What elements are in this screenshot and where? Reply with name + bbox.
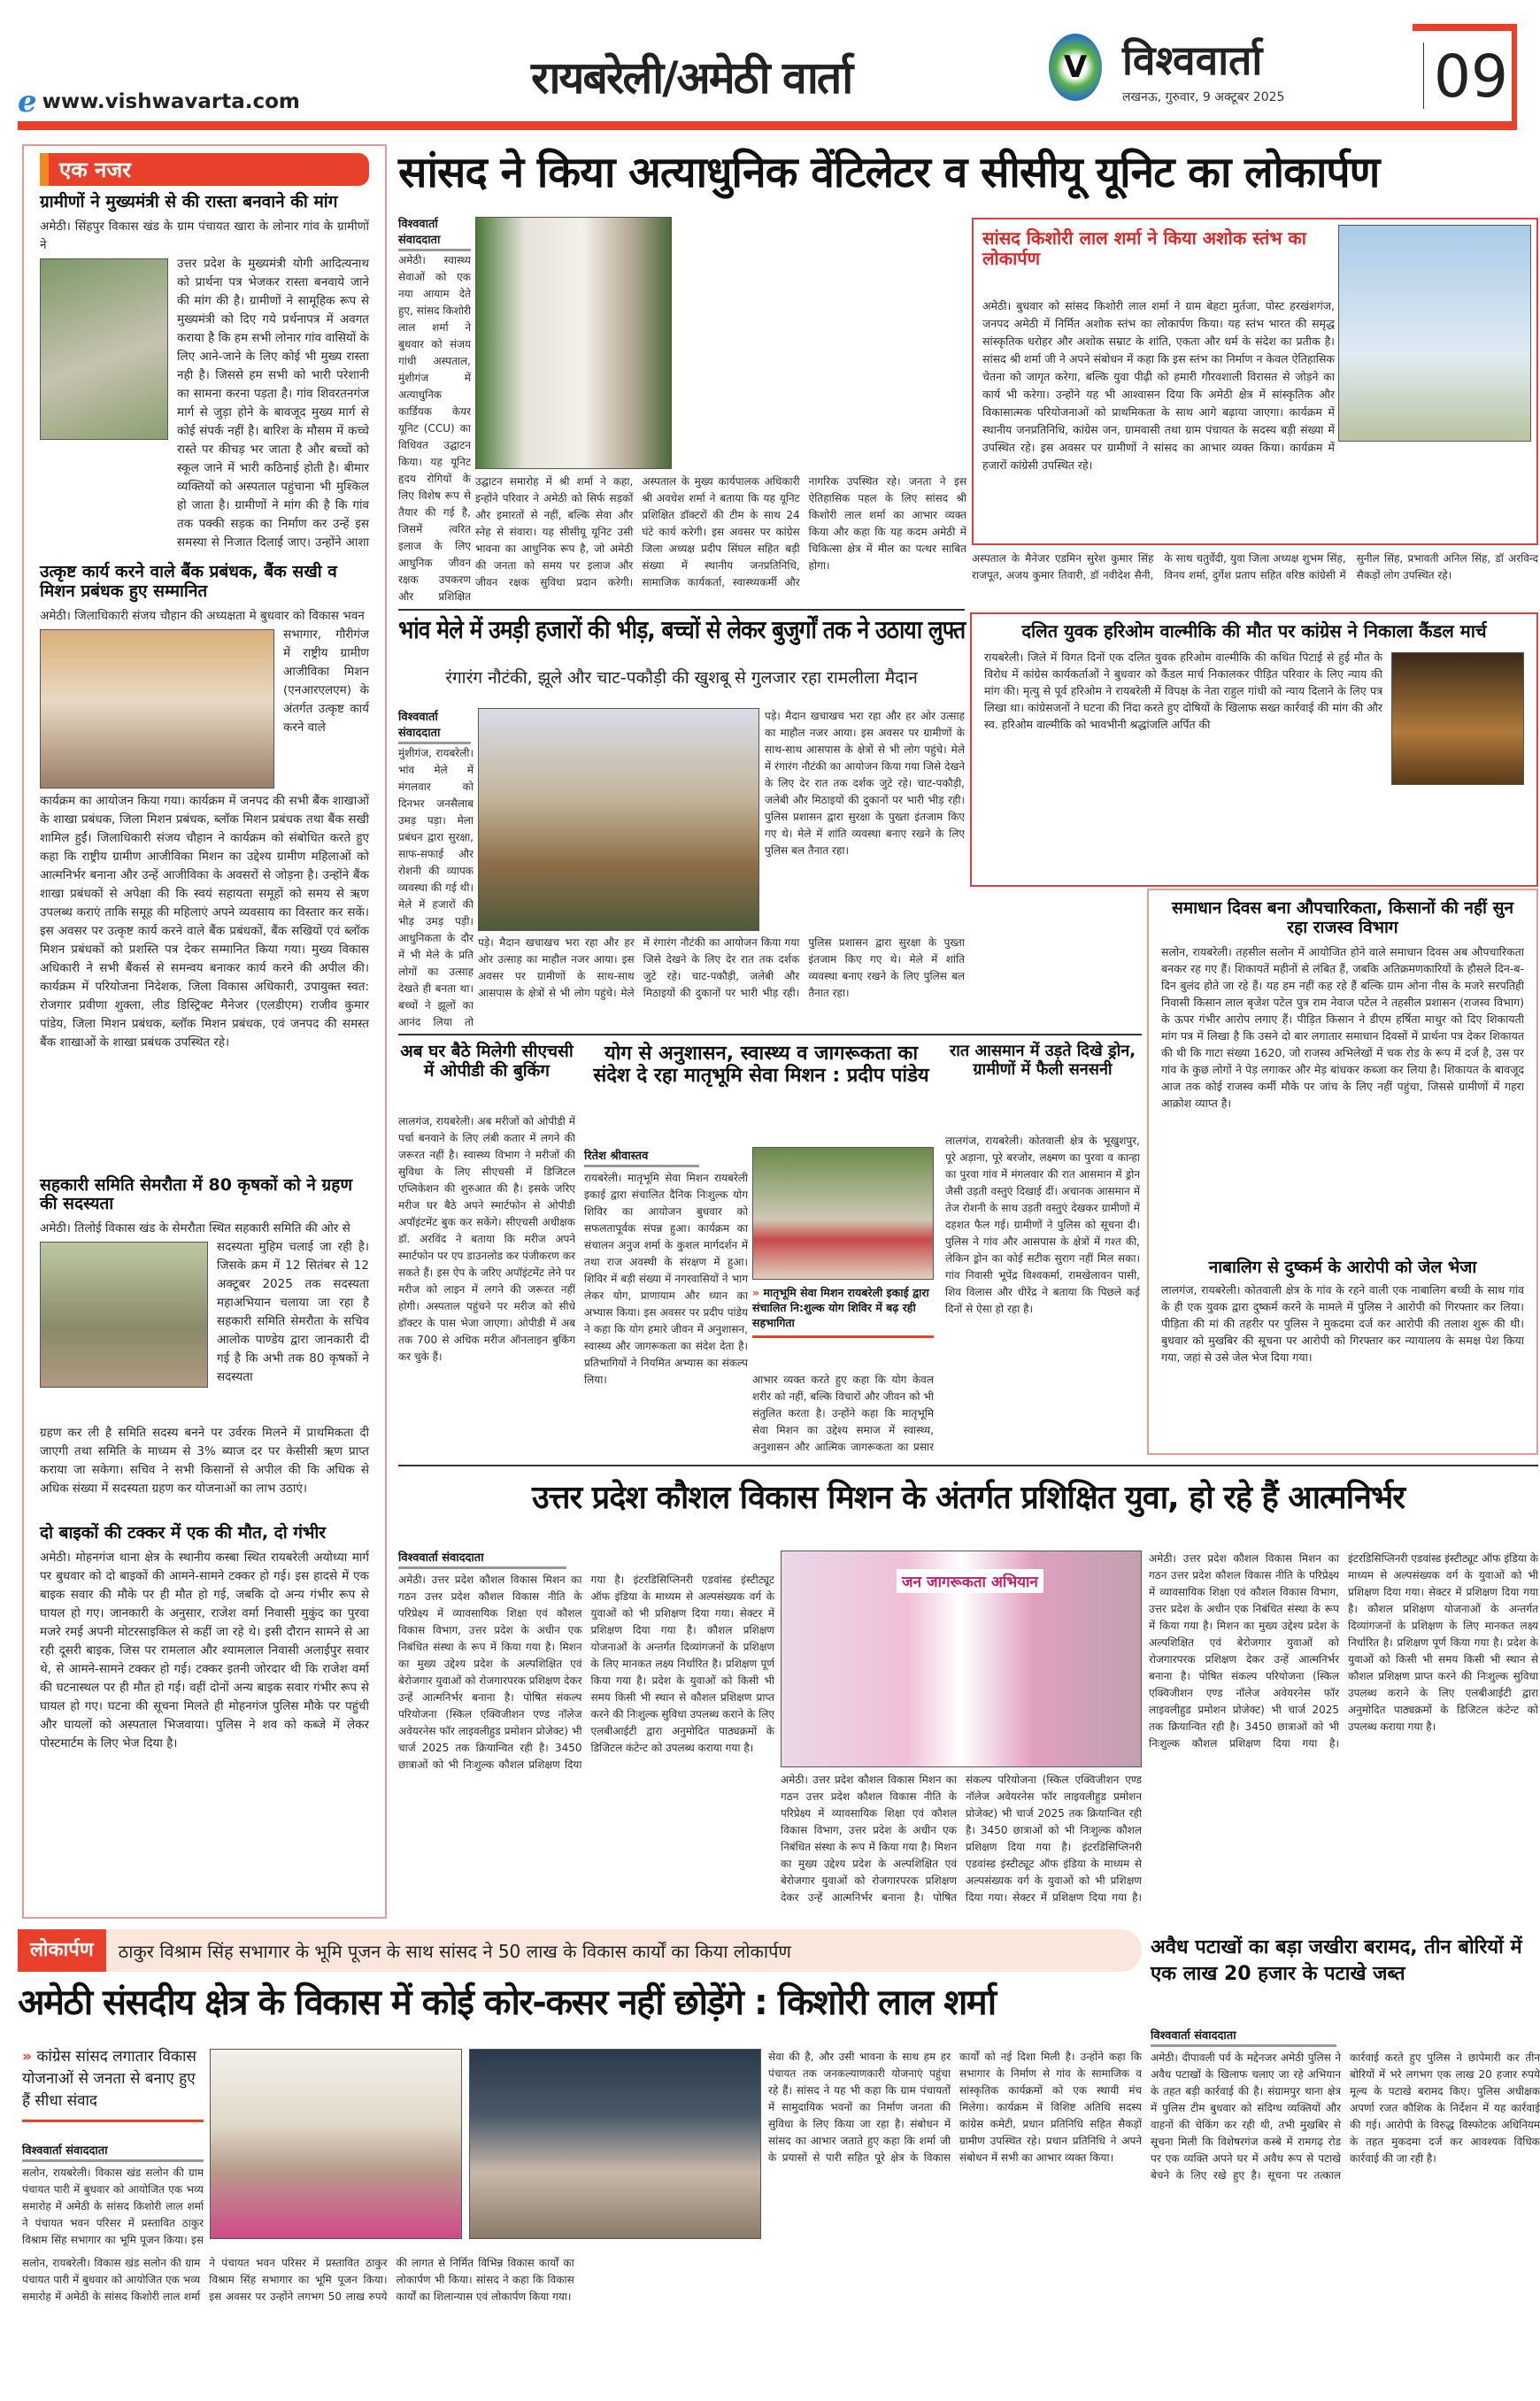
website-link[interactable]: e www.vishwavarta.com	[18, 84, 300, 119]
mela-byline-wrap	[398, 708, 471, 748]
browser-e-icon: e	[18, 84, 37, 119]
bank-award-photo	[40, 629, 274, 789]
brand-name: विश्ववार्ता	[1122, 36, 1263, 84]
bottom-body-cont: सलोन, रायबरेली। विकास खंड सलोन की ग्राम पंचायत पारी में बुधवार को आयोजित एक भव्य समारोह में अमेठी के सांसद किशोरी लाल शर्मा ने पंचायत भवन परिसर में प्रस्तावित ठाकुर विश्राम सिंह सभागार का भूमि पूजन किया। इस अवसर पर उन्होंने लगभग 50 लाख रुपये की लागत से निर्मित विभिन्न विकास कार्यों का लोकार्पण भी किया। सांसद ने कहा कि विकास कार्यों का शिलान्यास एवं लोकार्पण किया गया।	[22, 2257, 574, 2303]
byline: विश्ववार्ता संवाददाता	[1151, 2027, 1336, 2047]
kaushal-headline: उत्तर प्रदेश कौशल विकास मिशन के अंतर्गत प्रशिक्षित युवा, हो रहे हैं आत्मनिर्भर	[531, 1480, 1405, 1516]
byline: रितेश श्रीवास्तव	[584, 1147, 699, 1167]
box-headline: नाबालिग से दुष्कर्म के आरोपी को जेल भेजा	[1208, 1257, 1477, 1277]
box-headline: दलित युवक हरिओम वाल्मीकि की मौत पर कांग्रेस ने निकाला कैंडल मार्च	[1021, 620, 1487, 642]
header-red-bar	[18, 121, 1517, 130]
kaushal-col-left: अमेठी। उत्तर प्रदेश कौशल विकास मिशन का गठन उत्तर प्रदेश कौशल विकास नीति के परिप्रेक्ष्य में व्यावसायिक शिक्षा एवं कौशल विकास विभाग, उत्तर प्रदेश के अधीन एक निबंधित संस्था के रूप में किया गया है। मिशन का मुख्य उद्देश्य प्रदेश के अल्पशिक्षित एवं बेरोजगार युवाओं को रोजगारपरक प्रशिक्षण देकर उन्हें आत्मनिर्भर बनाना है। पोषित संकल्प परियोजना (स्किल एक्विजीशन एण्ड नॉलेज अवेयरनेस फॉर लाइवलीहुड प्रमोशन प्रोजेक्ट) भी चार्ज 2025 तक क्रियान्वित रही है। 3450 छात्राओं को भी निःशुल्क कौशल प्रशिक्षण दिया गया है। इंटरडिसिप्लिनरी एडवांस्ड इंस्टीट्यूट ऑफ इंडिया के माध्यम से अल्पसंख्यक वर्ग के युवाओं को भी प्रशिक्षण दिया गया। सेक्टर में प्रशिक्षण दिया गया है। कौशल प्रशिक्षण योजनाओं के अन्तर्गत दिव्यांगजनों के प्रशिक्षण के लिए मानकत लक्ष्य निर्धारित है। प्रशिक्षण पूर्ण किया गया है। प्रदेश के युवाओं को किसी भी समय किसी भी स्थान से कौशल प्रशिक्षण प्राप्त करने की निःशुल्क सुविधा उपलब्ध कराने के लिए एलबीआईटी द्वारा अनुमोदित पाठ्यक्रमों के डिजिटल कंटेन्ट को उपलब्ध कराया गया है।	[398, 1574, 774, 1771]
dateline: लखनऊ, गुरुवार, 9 अक्टूबर 2025	[1122, 90, 1285, 104]
ashok-stambh-photo	[1338, 225, 1531, 442]
lead-story-col1	[398, 215, 471, 255]
yoga-headline: योग से अनुशासन, स्वास्थ्य व जागरूकता का संदेश दे रहा मातृभूमि सेवा मिशन : प्रदीप पांडेय	[593, 1043, 929, 1088]
chevron-icon: »	[22, 2048, 32, 2066]
lead-story-col1-text: अमेठी। स्वास्थ्य सेवाओं को एक नया आयाम देते हुए, सांसद किशोरी लाल शर्मा ने बुधवार को संजय गांधी अस्पताल, मुंशीगंज में अत्याधुनिक कार्डियक केयर यूनिट (CCU) का विधिवत उद्घाटन किया। यह यूनिट हृदय रोगियों के लिए विशेष रूप से तैयार की गई है, जिसमें त्वरित इलाज के लिए आधुनिक जीवन रक्षक उपकरण और प्रशिक्षित	[398, 254, 471, 602]
box-headline: समाधान दिवस बना औपचारिकता, किसानों की नहीं सुन रहा राजस्व विभाग	[1172, 898, 1513, 937]
story-lead: अमेठी। तिलोई विकास खंड के सेमरौता स्थित सहकारी समिति की ओर से	[40, 1221, 350, 1236]
story-side: सदस्यता मुहिम चलाई जा रही है। जिसके क्रम में 12 सितंबर से 12 अक्टूबर 2025 तक सदस्यता महाअभियान चलाया जा रहा है सहकारी समिति सेमरौता के सचिव आलोक पाण्डेय द्वारा जानकारी दी गई है कि अभी तक 80 कृषकों ने सदस्यता	[217, 1240, 369, 1385]
divider	[398, 609, 965, 611]
lead-headline: सांसद ने किया अत्याधुनिक वेंटिलेटर व सीसीयू यूनिट का लोकार्पण	[398, 148, 1380, 197]
samadhan-box	[1147, 889, 1538, 1455]
ek-nazar-label: एक नजर	[40, 153, 369, 186]
kaushal-col-right: अमेठी। उत्तर प्रदेश कौशल विकास मिशन का गठन उत्तर प्रदेश कौशल विकास नीति के परिप्रेक्ष्य में व्यावसायिक शिक्षा एवं कौशल विकास विभाग, उत्तर प्रदेश के अधीन एक निबंधित संस्था के रूप में किया गया है। मिशन का मुख्य उद्देश्य प्रदेश के अल्पशिक्षित एवं बेरोजगार युवाओं को रोजगारपरक प्रशिक्षण देकर उन्हें आत्मनिर्भर बनाना है। पोषित संकल्प परियोजना (स्किल एक्विजीशन एण्ड नॉलेज अवेयरनेस फॉर लाइवलीहुड प्रमोशन प्रोजेक्ट) भी चार्ज 2025 तक क्रियान्वित रही है। 3450 छात्राओं को भी निःशुल्क कौशल प्रशिक्षण दिया गया है। इंटरडिसिप्लिनरी एडवांस्ड इंस्टीट्यूट ऑफ इंडिया के माध्यम से अल्पसंख्यक वर्ग के युवाओं को भी प्रशिक्षण दिया गया। सेक्टर में प्रशिक्षण दिया गया है। कौशल प्रशिक्षण योजनाओं के अन्तर्गत दिव्यांगजनों के प्रशिक्षण के लिए मानकत लक्ष्य निर्धारित है। प्रशिक्षण पूर्ण किया गया है। प्रदेश के युवाओं को किसी भी समय किसी भी स्थान से कौशल प्रशिक्षण प्राप्त करने की निःशुल्क सुविधा उपलब्ध कराने के लिए एलबीआईटी द्वारा अनुमोदित पाठ्यक्रमों के डिजिटल कंटेन्ट को उपलब्ध कराया गया है।	[1149, 1552, 1538, 1750]
mela-col1: मुंशीगंज, रायबरेली। भांव मेले में मंगलवार को दिनभर जनसैलाब उमड़ पड़ा। मेला प्रबंधन द्वारा सुरक्षा, साफ-सफाई और रोशनी की व्यापक व्यवस्था की गई थी। मेले में हजारों की भीड़ उमड़ पड़ी। आधुनिकता के दौर में भी मेले के प्रति लोगों का उत्साह देखते ही बनता था। बच्चों ने झूलों का आनंद लिया तो	[398, 747, 474, 1028]
page-number-frame	[1413, 24, 1517, 130]
yoga-body: रायबरेली। मातृभूमि सेवा मिशन रायबरेली इकाई द्वारा संचालित दैनिक निःशुल्क योग शिविर का आयोजन बुधवार को सफलतापूर्वक संपन्न हुआ। कार्यक्रम का संचालन अनुज शर्मा के कुशल मार्गदर्शन में तथा राज अवस्थी के संरक्षण में हुआ। शिविर में बड़ी संख्या में नगरवासियों ने भाग लेकर योग, प्राणायाम और ध्यान का अभ्यास किया। इस अवसर पर प्रदीप पांडेय ने कहा कि योग हमारे जीवन में अनुशासन, स्वास्थ्य और जागरूकता का संदेश देता है। प्रतिभागियों ने नियमित अभ्यास का संकल्प लिया।	[584, 1172, 748, 1386]
opd-headline: अब घर बैठे मिलेगी सीएचसी में ओपीडी की बुकिंग	[400, 1042, 574, 1081]
ccu-inauguration-photo	[475, 217, 672, 469]
drone-headline: रात आसमान में उड़ते दिखे ड्रोन, ग्रामीणों में फैली सनसनी	[949, 1042, 1136, 1079]
bottom-headline: अमेठी संसदीय क्षेत्र के विकास में कोई कोर-कसर नहीं छोड़ेंगे : किशोरी लाल शर्मा	[18, 1982, 996, 2023]
story-body: उत्तर प्रदेश के मुख्यमंत्री योगी आदित्यनाथ को प्रार्थना पत्र भेजकर रास्ता बनवाये जाने की मांग की है। ग्रामीणों ने सामूहिक रूप से मुख्यमंत्री को दिए गये प्रर्थनापत्र में अवगत कराया है कि हम सभी लोनार गांव वासियों के लिए आने-जाने के लिए कोई भी मुख्य रास्ता नही है। जिससे हम सभी को भारी परेशानी का सामना करना पड़ता है। गांव शिवरतनगंज मार्ग से जुड़ा होने के बावजूद मुख्य मार्ग से कोई संपर्क नहीं है। बारिश के मौसम में कच्चे रास्ते पर कीचड़ भर जाता है और बच्चों को स्कूल जाने में भारी कठिनाई होती है। बीमार व्यक्तियों को अस्पताल पहुंचाना भी मुश्किल हो जाता है। ग्रामीणों ने मांग की है कि गांव तक पक्की सड़क का निर्माण कर उन्हें इस समस्या से निजात दिलाई जाए। उन्होंने आशा	[177, 256, 369, 550]
story-headline: सहकारी समिति सेमरौता में 80 कृषकों को ने ग्रहण की सदस्यता	[40, 1174, 353, 1214]
byline: विश्ववार्ता संवाददाता	[398, 708, 471, 744]
ceremony-photo-2	[469, 2049, 761, 2239]
patakhe-body: अमेठी। दीपावली पर्व के मद्देनजर अमेठी पुलिस ने अवैध पटाखों के खिलाफ चलाए जा रहे अभियान के तहत बड़ी कार्रवाई की है। संग्रामपुर थाना क्षेत्र में पुलिस टीम बुधवार को संदिग्ध व्यक्तियों और वाहनों की चेकिंग कर रही थी, तभी मुखबिर से सूचना मिली कि विशेषरगंज कस्बे में रामगढ़ रोड पर एक व्यक्ति अपने घर में अवैध रूप से पटाखे बेचने के लिए रखे हुए है। सूचना पर तत्काल कार्रवाई करते हुए पुलिस ने छापेमारी कर तीन बोरियों में भरे लगभग एक लाख 20 हजार रुपये मूल्य के पटाखे बरामद किए। पुलिस अधीक्षक अपर्णा रजत कौशिक के निर्देशन में यह कार्रवाई की गई। आरोपी के विरुद्ध विस्फोटक अधिनियम के तहत मुकदमा दर्ज कर आवश्यक विधिक कार्रवाई की जा रही है।	[1151, 2051, 1540, 2182]
box-body: सलोन, रायबरेली। तहसील सलोन में आयोजित होने वाले समाधान दिवस अब औपचारिकता बनकर रह गए हैं। शिकायतें महीनों से लंबित हैं, जबकि अतिक्रमणकारियों के हौसले दिन-ब-दिन बुलंद होते जा रहे हैं। यह हम नहीं कह रहे हैं बल्कि ग्राम ओना नीस के मजरे सरपतिही निवासी किसान लाल बृजेश पटेल पुत्र राम नेवाज पटेल ने तहसील प्रशासन (राजस्व विभाग) के ऊपर गंभीर आरोप लगाए हैं। पीड़ित किसान ने डीएम हर्षिता माथुर को दिए शिकायती मांग पत्र में लिखा है कि उसने दो बार लगातार समाधान दिवसों में प्रार्थना पत्र देकर शिकायत की थी कि गाटा संख्या 1620, जो राजस्व अभिलेखों में चक रोड के रूप में दर्ज है, उस पर गांव के कुछ लोगों ने पेड़ लगाकर और मेड़ बांधकर कब्जा कर लिया है। शिकायत के बावजूद आज तक कोई राजस्व कर्मी मौके पर जांच के लिए नहीं पहुंचा, जिससे ग्रामीणों में गहरा आक्रोश व्याप्त है।	[1161, 944, 1524, 1110]
bottom-body2: सेवा की है, और उसी भावना के साथ हम हर पंचायत तक जनकल्याणकारी योजनाएं पहुंचा रहे हैं। सांसद ने यह भी कहा कि ग्राम पंचायतों में सामुदायिक भवनों का निर्माण जनता की सुविधा के लिए किया जा रहा है। संबोधन में सांसद का आभार जताते हुए कहा कि शर्मा जी के प्रयासों से पारी सहित पूरे क्षेत्र के विकास कार्यों को नई दिशा मिली है। उन्होंने कहा कि सभागार के निर्माण से गांव के सामाजिक व सांस्कृतिक कार्यक्रमों को एक स्थायी मंच मिलेगा। कार्यक्रम में विशिष्ट अतिथि सदस्य कांग्रेस कमेटी, प्रधान प्रतिनिधि सहित सैकड़ों ग्रामीण उपस्थित रहे। प्रधान प्रतिनिधि ने अपने संबोधन में सभी का आभार व्यक्त किया।	[768, 2051, 1142, 2164]
section-title: रायबरेली/अमेठी वार्ता	[531, 52, 852, 104]
mela-col2: पड़े। मैदान खचाखच भरा रहा और हर ओर उत्साह का माहौल नजर आया। इस अवसर पर ग्रामीणों के साथ-साथ आसपास के क्षेत्रों से भी लोग पहुंचे। मेले में रंगारंग नौटंकी का आयोजन किया गया जिसे देखने के लिए देर रात तक दर्शक जुटे रहे। चाट-पकौड़ी, जलेबी और मिठाइयों की दुकानों पर भारी भीड़ रही। पुलिस प्रशासन द्वारा सुरक्षा के पुख्ता इंतजाम किए गए थे। मेले में शांति व्यवस्था बनाए रखने के लिए पुलिस बल तैनात रहा।	[478, 936, 965, 999]
yoga-caption: » मातृभूमि सेवा मिशन रायबरेली इकाई द्वारा संचालित नि:शुल्क योग शिविर में बढ़ रही सहभागिता	[752, 1285, 934, 1338]
lead-story-tail: अस्पताल के मैनेजर एडमिन सुरेश कुमार सिंह राजपूत, अजय कुमार तिवारी, डॉ नवीदेश सैनी, के साथ चतुर्वेदी, युवा जिला अध्यक्ष शुभम सिंह, विनय शर्मा, दुर्गेश प्रताप सहित वरिष्ठ कांग्रेसी में सुनील सिंह, प्रभावती अनिल सिंह, डॉ अरविन्द सैकड़ों लोग उपस्थित रहे।	[972, 552, 1538, 581]
divider	[398, 1034, 1142, 1035]
candle-march-photo	[1391, 652, 1524, 785]
patakhe-headline: अवैध पटाखों का बड़ा जखीरा बरामद, तीन बोरियों में एक लाख 20 हजार के पटाखे जब्त	[1151, 1936, 1522, 1985]
mela-headline: भांव मेले में उमड़ी हजारों की भीड़, बच्चों से लेकर बुजुर्गों तक ने उठाया लुफ्त	[398, 615, 966, 644]
byline: विश्ववार्ता संवाददाता	[398, 1549, 566, 1569]
story-lead: अमेठी। सिंहपुर विकास खंड के ग्राम पंचायत खारा के लोनार गांव के ग्रामीणों ने	[40, 219, 369, 252]
story-headline: ग्रामीणों ने मुख्यमंत्री से की रास्ता बनवाने की मांग	[40, 192, 338, 212]
yoga-body2: आभार व्यक्त करते हुए कहा कि योग केवल शरीर को नहीं, बल्कि विचारों और जीवन को भी संतुलित करता है। उन्होंने कहा कि मातृभूमि सेवा मिशन का उद्देश्य समाज में स्वास्थ्य, अनुशासन और आत्मिक जागरूकता का प्रसार	[752, 1374, 934, 1453]
ashok-stambh-box	[972, 218, 1538, 545]
page-number: 09	[1434, 42, 1508, 111]
story-body: ग्रहण कर ली है समिति सदस्य बनने पर उर्वरक मिलने में प्राथमिकता दी जाएगी तथा समिति के माध्यम से 3% ब्याज दर पर केसीसी ऋण प्राप्त कराया जा सकेगा। सचिव ने सभी किसानों से अपील की कि अधिक से अधिक संख्या में सदस्यता ग्रहण कर योजनाओं का लाभ उठाएं।	[40, 1426, 369, 1497]
mela-photo	[478, 708, 759, 931]
arrow-icon: »	[752, 1286, 760, 1299]
box-body: रायबरेली। जिले में विगत दिनों एक दलित युवक हरिओम वाल्मीकि की कथित पिटाई से हुई मौत के विरोध में कांग्रेस कार्यकर्ताओं ने बुधवार को कैंडल मार्च निकालकर पीड़ित परिवार के लिए न्याय की मांग की। मृत्यु से पूर्व हरिओम ने रायबरेली में विपक्ष के नेता राहुल गांधी को न्याय दिलाने के लिए पत्र लिखा था। कांग्रेसजनों ने घटना की निंदा करते हुए दोषियों के खिलाफ सख्त कार्रवाई की मांग की और स्व. हरिओम वाल्मीकि को भावभीनी श्रद्धांजलि अर्पित की	[984, 650, 1382, 731]
farmers-photo	[40, 1242, 208, 1388]
patakhe-byline-wrap	[1151, 2027, 1336, 2051]
lead-story-col2-text: उद्घाटन समारोह में श्री शर्मा ने कहा, इन्होंने परिवार ने अमेठी को सिर्फ सड़कों और इमारतों से नहीं, बल्कि सेवा और स्नेह से संवारा। यह सीसीयू यूनिट उसी भावना का आधुनिक रूप है, जो अमेठी की जनता को समय पर इलाज और जीवन रक्षक सुविधा प्रदान करेगी। अस्पताल के मुख्य कार्यपालक अधिकारी श्री अवधेश शर्मा ने बताया कि यह यूनिट प्रशिक्षित डॉक्टरों की टीम के साथ 24 घंटे कार्य करेगी। इस अवसर पर कांग्रेस जिला अध्यक्ष प्रदीप सिंघल सहित बड़ी संख्या में स्थानीय जनप्रतिनिधि, सामाजिक कार्यकर्ता, स्वास्थ्यकर्मी और नागरिक उपस्थित रहे। जनता ने इस ऐतिहासिक पहल के लिए सांसद श्री किशोरी लाल शर्मा का आभार व्यक्त किया और कहा कि यह कदम अमेठी में चिकित्सा क्षेत्र में मील का पत्थर साबित होगा।	[475, 475, 966, 589]
yoga-byline-wrap	[584, 1147, 699, 1171]
box-body: अमेठी। बुधवार को सांसद किशोरी लाल शर्मा ने ग्राम बेहटा मुर्तजा, पोस्ट हरखंशगंज, जनपद अमेठी में निर्मित अशोक स्तंभ का लोकार्पण किया। यह स्तंभ भारत की समृद्ध सांस्कृतिक धरोहर और अशोक सम्राट के शांति, एकता और धर्म के संदेश का प्रतीक है। सांसद श्री शर्मा जी ने अपने संबोधन में कहा कि इस स्तंभ का निर्माण न केवल ऐतिहासिक चेतना को जागृत करेगा, बल्कि युवा पीढ़ी को हमारी गौरवशाली विरासत से जोड़ने का कार्य भी करेगा। उन्होंने यह भी आश्वासन दिया कि अमेठी क्षेत्र में सांस्कृतिक और विकासात्मक परियोजनाओं को प्राथमिकता के साथ आगे बढ़ाया जाएगा। कार्यक्रम में स्थानीय जनप्रतिनिधि, कांग्रेस जन, ग्रामवासी तथा ग्राम पंचायत के सदस्य बड़ी संख्या में उपस्थित रहे। इस अवसर पर ग्रामीणों ने सांसद का आभार व्यक्त किया। कार्यक्रम में हजारों कांग्रेसी उपस्थित रहे।	[982, 299, 1335, 472]
mela-subhead: रंगारंग नौटंकी, झूले और चाट-पकौड़ी की खुशबू से गुलजार रहा रामलीला मैदान	[445, 668, 918, 688]
story-headline: उत्कृष्ट कार्य करने वाले बैंक प्रबंधक, बैंक सखी व मिशन प्रबंधक हुए सम्मानित	[40, 561, 337, 601]
photo-banner-text: जन जागरूकता अभियान	[897, 1569, 1043, 1593]
bottom-strap	[18, 1929, 1142, 1972]
dalit-box	[970, 612, 1538, 887]
story-lead: अमेठी। जिलाधिकारी संजय चौहान की अध्यक्षता मे बुधवार को विकास भवन	[40, 608, 365, 623]
bottom-body: सलोन, रायबरेली। विकास खंड सलोन की ग्राम पंचायत पारी में बुधवार को आयोजित एक भव्य समारोह में अमेठी के सांसद किशोरी लाल शर्मा ने पंचायत भवन परिसर में प्रस्तावित ठाकुर विश्राम सिंह सभागार का भूमि पूजन किया। इस	[22, 2166, 204, 2246]
box-headline: सांसद किशोरी लाल शर्मा ने किया अशोक स्तंभ का लोकार्पण	[982, 227, 1306, 269]
drone-body: लालगंज, रायबरेली। कोतवाली क्षेत्र के भूखुशपुर, पूरे अड़ाना, पूरे बरजोर, लक्ष्मण का पुरवा व कान्हा का पुरवा गांव में मंगलवार की रात आसमान में ड्रोन जैसी उड़ती वस्तुएं दिखाई दीं। अचानक आसमान में तेज रोशनी के साथ उड़ती वस्तुएं देखकर ग्रामीणों में दहशत फैल गई। ग्रामीणों ने पुलिस को सूचना दी। पुलिस ने गांव और आसपास के क्षेत्रों में गश्त की, लेकिन ड्रोन का कोई सटीक सुराग नहीं मिल सका। गांव निवासी भूपेंद्र विश्वकर्मा, रामखेलावन पासी, शिव विलास और धीरेंद्र ने बताया कि पिछले कई दिनों से ऐसा हो रहा है।	[945, 1135, 1140, 1315]
kaushal-col-mid: अमेठी। उत्तर प्रदेश कौशल विकास मिशन का गठन उत्तर प्रदेश कौशल विकास नीति के परिप्रेक्ष्य में व्यावसायिक शिक्षा एवं कौशल विकास विभाग, उत्तर प्रदेश के अधीन एक निबंधित संस्था के रूप में किया गया है। मिशन का मुख्य उद्देश्य प्रदेश के अल्पशिक्षित एवं बेरोजगार युवाओं को रोजगारपरक प्रशिक्षण देकर उन्हें आत्मनिर्भर बनाना है। पोषित संकल्प परियोजना (स्किल एक्विजीशन एण्ड नॉलेज अवेयरनेस फॉर लाइवलीहुड प्रमोशन प्रोजेक्ट) भी चार्ज 2025 तक क्रियान्वित रही है। 3450 छात्राओं को भी निःशुल्क कौशल प्रशिक्षण दिया गया है। इंटरडिसिप्लिनरी एडवांस्ड इंस्टीट्यूट ऑफ इंडिया के माध्यम से अल्पसंख्यक वर्ग के युवाओं को भी प्रशिक्षण दिया गया। सेक्टर में प्रशिक्षण दिया गया है।	[781, 1774, 1142, 1904]
masthead	[0, 0, 1540, 133]
bottom-byline-wrap	[22, 2142, 204, 2166]
box-body: लालगंज, रायबरेली। कोतवाली क्षेत्र के गांव के रहने वाली एक नाबालिग बच्ची के साथ गांव के ही एक युवक द्वारा दुष्कर्म करने के मामले में पुलिस ने आरोपी को गिरफ्तार कर लिया। पीड़िता की मां की तहरीर पर पुलिस ने मुकदमा दर्ज कर आरोपी की तलाश शुरू की थी। बुधवार को मुखबिर की सूचना पर आरोपी को गिरफ्तार कर न्यायालय के समक्ष पेश किया गया, जहां से उसे जेल भेज दिया गया।	[1161, 1282, 1524, 1364]
story-body: कार्यक्रम का आयोजन किया गया। कार्यक्रम में जनपद की सभी बैंक शाखाओं के शाखा प्रबंधक, जिला मिशन प्रबंधक, ब्लॉक मिशन प्रबंधक तथा बैंक सखी शामिल हुईं। जिलाधिकारी संजय चौहान ने कार्यक्रम को संबोधित करते हुए कहा कि राष्ट्रीय ग्रामीण आजीविका मिशन का उद्देश्य ग्रामीण महिलाओं को आत्मनिर्भर बनाना और उन्हें आजीविका के अवसरों से जोड़ना है। उन्होंने बैंक शाखा प्रबंधकों से अपेक्षा की कि स्वयं सहायता समूहों को समय से ऋण उपलब्ध कराएं ताकि समूह की महिलाएं अपने व्यवसाय का विस्तार कर सकें। इस अवसर पर उत्कृष्ट कार्य करने वाले बैंक प्रबंधकों, बैंक सखियों एवं ब्लॉक मिशन प्रबंधकों को प्रशस्ति पत्र देकर सम्मानित किया गया। मुख्य विकास अधिकारी ने सभी बैंकर्स से समन्वय बनाकर कार्य करने की अपील की। कार्यक्रम में परियोजना निदेशक, जिला विकास अधिकारी, उपायुक्त स्वत: रोजगार प्रवीणा शुक्ला, लीड डिस्ट्रिक्ट मैनेजर (एलडीएम) राजीव कुमार पांडेय, जिला मिशन प्रबंधक, ब्लॉक मिशन प्रबंधक, एवं जनपद की समस्त बैंक शाखाओं के शाखा प्रबंधक उपस्थित रहे।	[40, 793, 369, 1050]
yoga-camp-photo	[752, 1147, 934, 1280]
brand-logo-icon: V	[1049, 34, 1102, 101]
byline: विश्ववार्ता संवाददाता	[22, 2142, 204, 2162]
pull-quote: » कांग्रेस सांसद लगातार विकास योजनाओं से जनता से बनाए हुए हैं सीधा संवाद	[22, 2046, 204, 2122]
kaushal-byline-wrap	[398, 1549, 566, 1573]
ek-nazar-column	[22, 144, 387, 1919]
mela-col3: पड़े। मैदान खचाखच भरा रहा और हर ओर उत्साह का माहौल नजर आया। इस अवसर पर ग्रामीणों के साथ-साथ आसपास के क्षेत्रों से भी लोग पहुंचे। मेले में रंगारंग नौटंकी का आयोजन किया गया जिसे देखने के लिए देर रात तक दर्शक जुटे रहे। चाट-पकौड़ी, जलेबी और मिठाइयों की दुकानों पर भारी भीड़ रही। पुलिस प्रशासन द्वारा सुरक्षा के पुख्ता इंतजाम किए गए थे। मेले में शांति व्यवस्था बनाए रखने के लिए पुलिस बल तैनात रहा।	[765, 710, 965, 857]
section-label: लोकार्पण	[18, 1929, 106, 1972]
kaushal-photo	[781, 1551, 1142, 1767]
story-side: सभागार, गौरीगंज में राष्ट्रीय ग्रामीण आजीविका मिशन (एनआरएलएम) के अंतर्गत उत्कृष्ट कार्य करने वाले	[283, 627, 369, 735]
ceremony-photo-1	[210, 2049, 462, 2239]
strap-text: ठाकुर विश्राम सिंह सभागार के भूमि पूजन के साथ सांसद ने 50 लाख के विकास कार्यों का किया लोकार्पण	[118, 1940, 791, 1962]
story-headline: दो बाइकों की टक्कर में एक की मौत, दो गंभीर	[40, 1523, 327, 1543]
story-body: अमेठी। मोहनगंज थाना क्षेत्र के स्थानीय कस्बा स्थित रायबरेली अयोध्या मार्ग पर बुधवार को दो बाइकों की आमने-सामने टक्कर हो गई। इस हादसे में एक बाइक सवार की मौके पर ही मौत हो गई, जबकि दो अन्य गंभीर रूप से घायल हो गए। जानकारी के अनुसार, राजेश वर्मा निवासी मुकुंद का पुरवा मजरे रमई अपनी मोटरसाइकिल से कहीं जा रहे थे। इसी दौरान सामने से आ रही दूसरी बाइक, जिस पर रामलाल और श्यामलाल निवासी अलाईपुर सवार थे, से आमने-सामने टक्कर हो गई। टक्कर इतनी जोरदार थी कि राजेश वर्मा की घटनास्थल पर ही मौत हो गई। वहीं दोनों अन्य बाइक सवार गंभीर रूप से घायल हो गए। घटना की सूचना मिलते ही मोहनगंज पुलिस मौके पर पहुंची और घायलों को अस्पताल भिजवाया। पुलिस ने शव को कब्जे में लेकर पोस्टमार्टम के लिए भेज दिया है।	[40, 1551, 369, 1751]
opd-body: लालगंज, रायबरेली। अब मरीजों को ओपीडी में पर्चा बनवाने के लिए लंबी कतार में लगने की जरूरत नहीं है। स्वास्थ्य विभाग ने मरीजों की सुविधा के लिए सीएचसी में डिजिटल एप्लिकेशन की शुरुआत की है। इसके जरिए मरीज घर बैठे अपने स्मार्टफोन से ओपीडी अपॉइंटमेंट बुक कर सकेंगे। सीएचसी अधीक्षक डॉ. अरविंद ने बताया कि मरीज अपने स्मार्टफोन पर एप डाउनलोड कर पंजीकरण कर सकते हैं। इस ऐप के जरिए अपॉइंटमेंट लेने पर मरीज को लाइन में लगने की जरूरत नहीं होगी। अस्पताल पहुंचने पर मरीज को सीधे डॉक्टर के पास भेजा जाएगा। ओपीडी में अब तक 700 से अधिक मरीज ऑनलाइन बुकिंग कर चुके हैं।	[398, 1115, 575, 1363]
road-photo	[40, 258, 168, 440]
divider	[398, 1465, 1538, 1466]
byline: विश्ववार्ता संवाददाता	[398, 215, 471, 251]
